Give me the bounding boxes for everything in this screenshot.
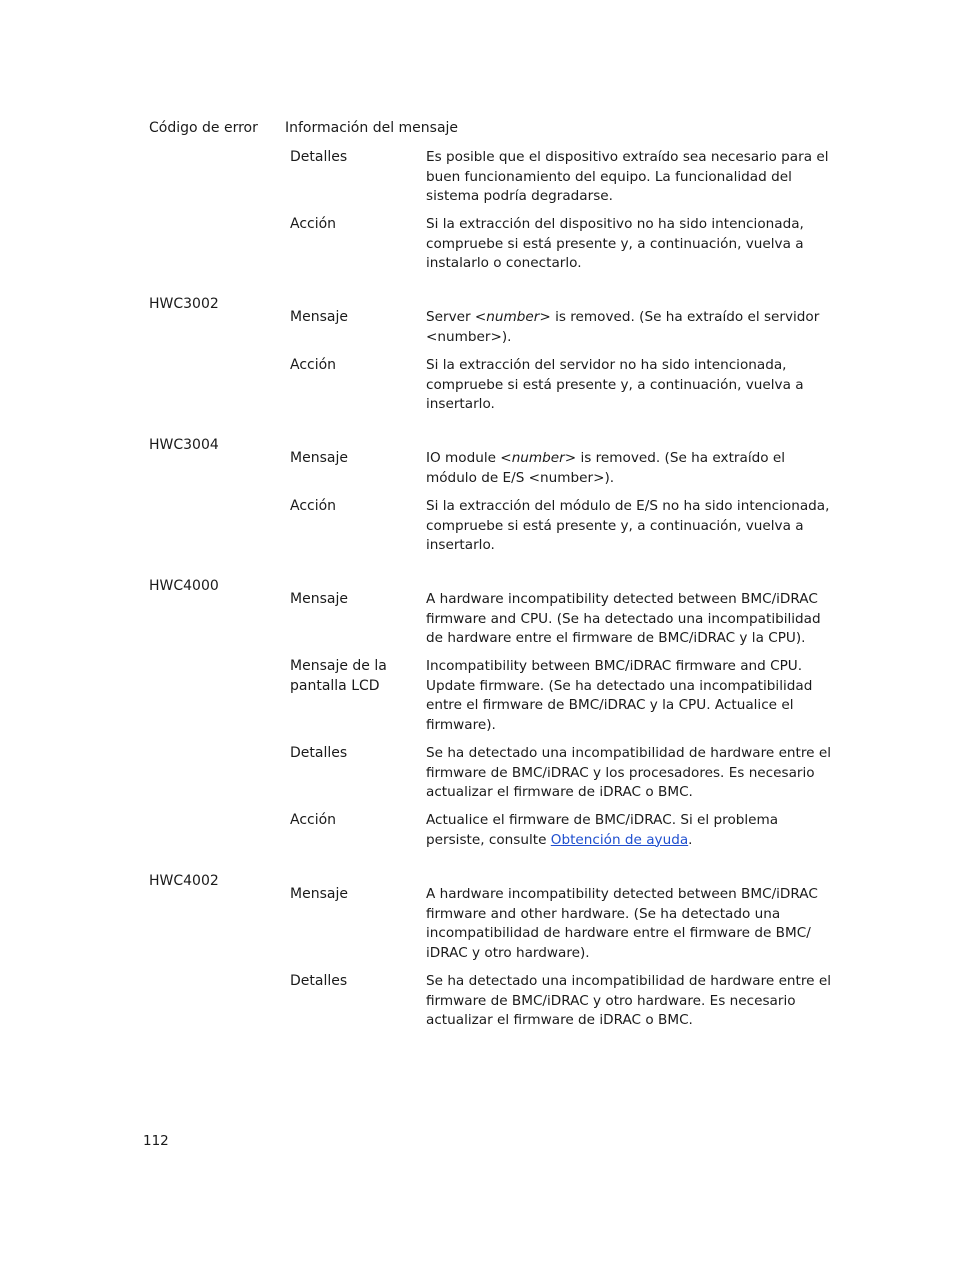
error-code-hwc4002: HWC4002 xyxy=(149,873,219,889)
lcd-text: Incompatibility between BMC/iDRAC firmware and CPU. Update firmware. (Se ha detectado una incompatibilidad entre el firmware de BMC/iDRAC y la CPU. Actualice el firmware). xyxy=(426,658,813,733)
label-mensaje: Mensaje xyxy=(290,309,348,325)
mensaje-text: IO module <number> is removed. (Se ha extraído el módulo de E/S <number>). xyxy=(426,450,786,486)
error-code-hwc4000: HWC4000 xyxy=(149,578,219,594)
label-detalles: Detalles xyxy=(290,973,348,989)
label-accion: Acción xyxy=(290,216,337,232)
column-header-info: Información del mensaje xyxy=(285,120,459,136)
label-mensaje: Mensaje xyxy=(290,591,348,607)
label-mensaje: Mensaje xyxy=(290,450,348,466)
page-number: 112 xyxy=(143,1133,169,1149)
label-mensaje: Mensaje xyxy=(290,886,348,902)
label-detalles: Detalles xyxy=(290,149,348,165)
column-header-code: Código de error xyxy=(149,120,258,136)
obtencion-de-ayuda-link[interactable]: Obtención de ayuda xyxy=(550,831,689,848)
accion-text: Si la extracción del servidor no ha sido intencionada, compruebe si está presente y, a continuación, vuelva a insertarlo. xyxy=(426,357,804,412)
mensaje-text: Server <number> is removed. (Se ha extraído el servidor <number>). xyxy=(426,309,820,345)
error-code-hwc3002: HWC3002 xyxy=(149,296,219,312)
accion-text: Si la extracción del módulo de E/S no ha sido intencionada, compruebe si está presente y, a continuación, vuelva a insertarlo. xyxy=(426,498,830,553)
label-accion: Acción xyxy=(290,812,337,828)
accion-text: Si la extracción del dispositivo no ha sido intencionada, compruebe si está presente y, a continuación, vuelva a instalarlo o conectarlo. xyxy=(426,216,804,271)
detalles-text: Se ha detectado una incompatibilidad de hardware entre el firmware de BMC/iDRAC y otro hardware. Es necesario actualizar el firmware de iDRAC o BMC. xyxy=(426,973,831,1028)
error-code-hwc3004: HWC3004 xyxy=(149,437,219,453)
mensaje-text: A hardware incompatibility detected between BMC/iDRAC firmware and other hardware. (Se ha detectado una incompatibilidad de hardware entre el firmware de BMC/ iDRAC y otro hardware). xyxy=(426,886,818,961)
mensaje-text: A hardware incompatibility detected between BMC/iDRAC firmware and CPU. (Se ha detectado una incompatibilidad de hardware entre el firmware de BMC/iDRAC y la CPU). xyxy=(426,591,821,646)
detalles-text: Es posible que el dispositivo extraído sea necesario para el buen funcionamiento del equipo. La funcionalidad del sistema podría degradarse. xyxy=(426,149,829,204)
label-mensaje-lcd: Mensaje de la pantalla LCD xyxy=(290,658,387,694)
label-detalles: Detalles xyxy=(290,745,348,761)
detalles-text: Se ha detectado una incompatibilidad de hardware entre el firmware de BMC/iDRAC y los procesadores. Es necesario actualizar el firmware de iDRAC o BMC. xyxy=(426,745,831,800)
label-accion: Acción xyxy=(290,498,337,514)
label-accion: Acción xyxy=(290,357,337,373)
accion-text: Actualice el firmware de BMC/iDRAC. Si el problema persiste, consulte Obtención de ayuda. xyxy=(426,812,779,848)
